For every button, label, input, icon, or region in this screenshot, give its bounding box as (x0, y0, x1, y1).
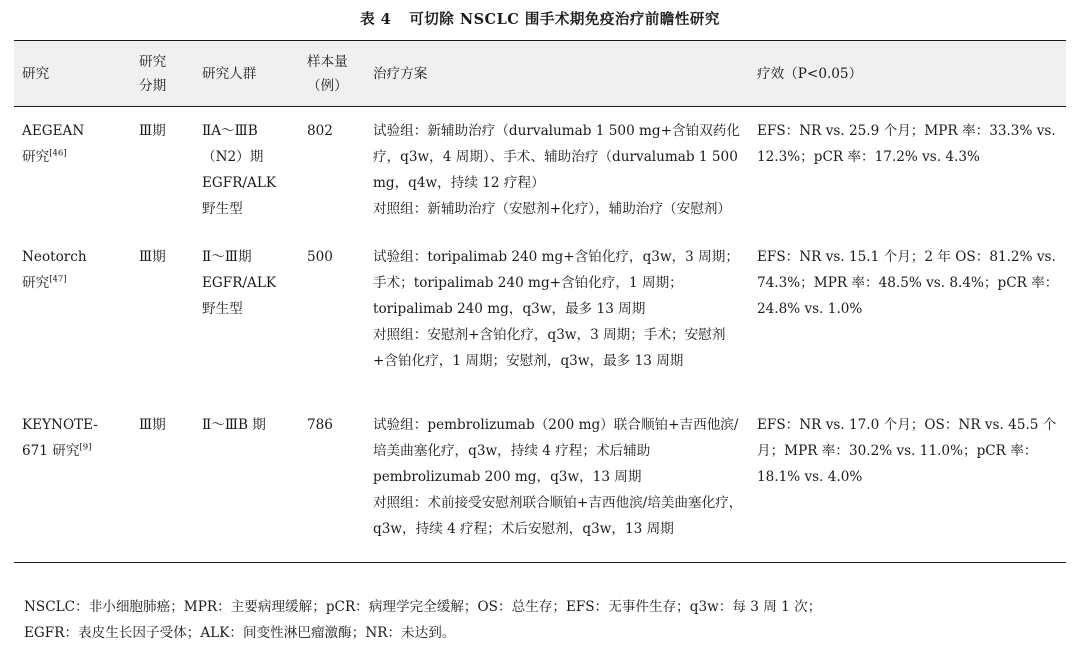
regimen-control: 对照组：术前接受安慰剂联合顺铂+吉西他滨/培美曲塞化疗，q3w，持续 4 疗程；术后安慰剂，q3w，13 周期 (373, 495, 743, 537)
cell-study (14, 107, 131, 241)
cell-stage: Ⅲ期 (139, 123, 166, 139)
regimen-experimental: 试验组：toripalimab 240 mg+含铂化疗，q3w，3 周期；手术；toripalimab 240 mg+含铂化疗，1 周期；toripalimab 240 mg，q3w，最多 13 周期 (373, 249, 739, 317)
population-line: 野生型 (202, 301, 243, 317)
study-name: AEGEAN (22, 123, 85, 139)
header-sample (299, 41, 365, 107)
study-suffix: 研究 (22, 149, 50, 165)
table-caption (0, 8, 1080, 29)
cell-regimen (365, 240, 749, 408)
header-population: 研究人群 (194, 41, 299, 107)
regimen-experimental: 试验组：新辅助治疗（durvalumab 1 500 mg+含铂双药化疗，q3w，4 周期）、手术、辅助治疗（durvalumab 1 500 mg，q4w，持续 12 疗程） (373, 123, 740, 191)
header-study: 研究 (14, 41, 131, 107)
footnote-line1: NSCLC：非小细胞肺癌；MPR：主要病理缓解；pCR：病理学完全缓解；OS：总生存；EFS：无事件生存；q3w：每 3 周 1 次； (24, 599, 822, 615)
table-title: 可切除 NSCLC 围手术期免疫治疗前瞻性研究 (409, 11, 720, 28)
cell-sample: 786 (299, 408, 365, 563)
cell-regimen (365, 408, 749, 563)
study-name: KEYNOTE- (22, 417, 98, 433)
study-name: Neotorch (22, 249, 87, 265)
header-stage-line1: 研究 (139, 53, 167, 70)
population-line: EGFR/ALK (202, 275, 277, 291)
cell-efficacy: EFS：NR vs. 15.1 个月；2 年 OS：81.2% vs. 74.3%；MPR 率：48.5% vs. 8.4%；pCR 率：24.8% vs. 1.0% (757, 249, 1059, 317)
cell-study (14, 240, 131, 408)
header-stage (131, 41, 194, 107)
reference-link[interactable]: [46] (49, 148, 67, 159)
population-line: （N2）期 (202, 149, 264, 165)
cell-regimen (365, 107, 749, 241)
cell-population (194, 107, 299, 241)
cell-population (194, 408, 299, 563)
cell-stage: Ⅲ期 (131, 408, 194, 563)
cell-efficacy: EFS：NR vs. 17.0 个月；OS：NR vs. 45.5 个月；MPR 率：30.2% vs. 11.0%；pCR 率：18.1% vs. 4.0% (749, 408, 1066, 563)
population-line: Ⅱ～Ⅲ期 (202, 249, 252, 265)
reference-link[interactable]: [47] (49, 274, 67, 285)
table-number: 表 4 (360, 11, 392, 28)
population-line: EGFR/ALK (202, 175, 277, 191)
header-regimen: 治疗方案 (365, 41, 749, 107)
cell-efficacy: EFS：NR vs. 25.9 个月；MPR 率：33.3% vs. 12.3%；pCR 率：17.2% vs. 4.3% (757, 123, 1056, 165)
table-row (14, 408, 1066, 563)
studies-table (14, 40, 1066, 563)
regimen-control: 对照组：新辅助治疗（安慰剂+化疗），辅助治疗（安慰剂） (373, 201, 732, 217)
study-suffix: 671 研究 (22, 443, 80, 459)
cell-sample: 500 (307, 249, 333, 265)
population-line: ⅡA～ⅢB (202, 123, 258, 139)
reference-link[interactable]: [9] (79, 442, 92, 453)
regimen-experimental: 试验组：pembrolizumab（200 mg）联合顺铂+吉西他滨/培美曲塞化疗，q3w，持续 4 疗程；术后辅助 pembrolizumab 200 mg，q3w，13 周期 (373, 417, 739, 485)
study-suffix: 研究 (22, 275, 50, 291)
regimen-control: 对照组：安慰剂+含铂化疗，q3w，3 周期；手术；安慰剂+含铂化疗，1 周期；安慰剂，q3w，最多 13 周期 (373, 327, 726, 369)
footnote-line2: EGFR：表皮生长因子受体；ALK：间变性淋巴瘤激酶；NR：未达到。 (24, 625, 456, 641)
header-efficacy: 疗效（P<0.05） (749, 41, 1066, 107)
header-stage-line2: 分期 (139, 77, 167, 94)
table-footnote (24, 594, 1064, 646)
header-sample-line1: 样本量 (307, 53, 348, 70)
population-line: Ⅱ～ⅢB 期 (202, 417, 266, 433)
cell-population (194, 240, 299, 408)
table-row (14, 240, 1066, 408)
cell-stage: Ⅲ期 (139, 249, 166, 265)
cell-study (14, 408, 131, 563)
header-sample-line2: （例） (307, 77, 348, 94)
table-header-row (14, 41, 1066, 107)
cell-sample: 802 (307, 123, 333, 139)
population-line: 野生型 (202, 201, 243, 217)
table-row (14, 107, 1066, 241)
